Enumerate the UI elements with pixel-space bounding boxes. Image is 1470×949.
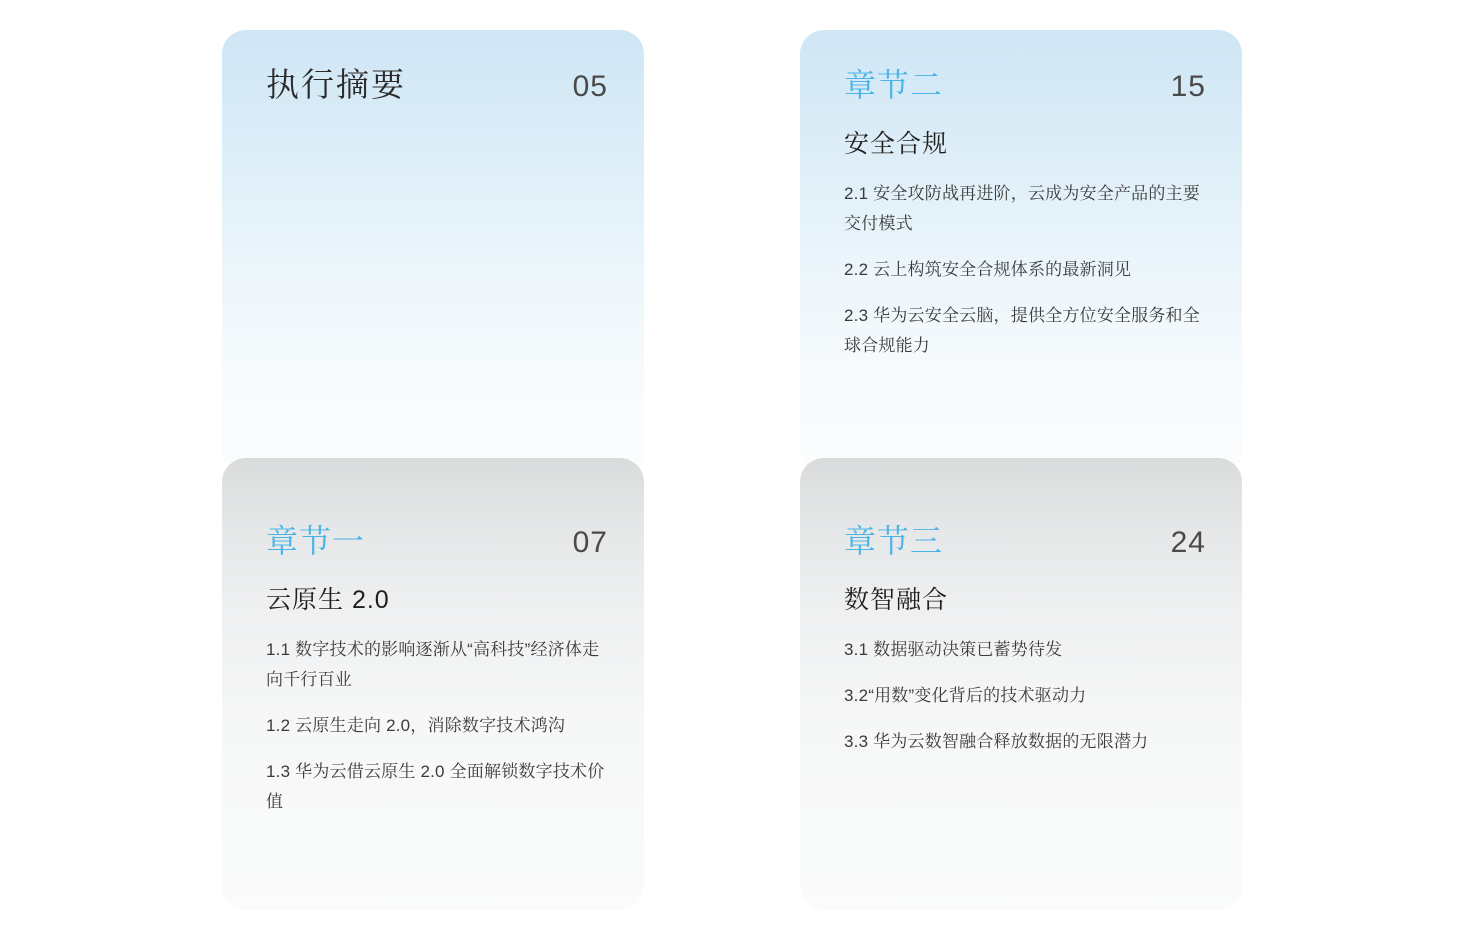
card-header — [266, 520, 608, 563]
card-title: 数智融合 — [844, 586, 949, 614]
toc-grid — [222, 30, 1242, 910]
toc-entry[interactable]: 2.1 安全攻防战再进阶，云成为安全产品的主要交付模式 — [844, 184, 1200, 233]
card-kicker: 章节三 — [844, 523, 944, 559]
toc-entry[interactable]: 1.1 数字技术的影响逐渐从“高科技”经济体走向千行百业 — [266, 640, 600, 689]
card-header — [266, 64, 608, 107]
toc-entry[interactable]: 3.2“用数”变化背后的技术驱动力 — [844, 686, 1087, 705]
toc-card-executive-summary[interactable] — [222, 30, 644, 475]
toc-card-chapter-two[interactable] — [800, 30, 1242, 475]
card-page-number: 24 — [1170, 526, 1206, 559]
card-page-number: 15 — [1170, 70, 1206, 103]
card-kicker: 章节一 — [266, 523, 366, 559]
card-entry-list — [844, 179, 1206, 361]
toc-card-chapter-three[interactable] — [800, 458, 1242, 910]
toc-entry[interactable]: 3.3 华为云数智融合释放数据的无限潜力 — [844, 732, 1149, 751]
card-kicker: 章节二 — [844, 67, 944, 103]
card-content — [266, 64, 608, 107]
card-header — [844, 64, 1206, 107]
card-page-number: 05 — [572, 70, 608, 103]
card-entry-list — [266, 635, 608, 817]
toc-entry[interactable]: 1.2 云原生走向 2.0，消除数字技术鸿沟 — [266, 716, 566, 735]
toc-entry[interactable]: 2.2 云上构筑安全合规体系的最新洞见 — [844, 260, 1132, 279]
card-content — [266, 520, 608, 817]
toc-card-chapter-one[interactable] — [222, 458, 644, 910]
card-content — [844, 520, 1206, 757]
card-title: 安全合规 — [844, 130, 949, 158]
card-page-number: 07 — [572, 526, 608, 559]
toc-entry[interactable]: 3.1 数据驱动决策已蓄势待发 — [844, 640, 1063, 659]
card-title: 云原生 2.0 — [266, 586, 390, 614]
toc-entry[interactable]: 2.3 华为云安全云脑，提供全方位安全服务和全球合规能力 — [844, 306, 1200, 355]
toc-entry[interactable]: 1.3 华为云借云原生 2.0 全面解锁数字技术价值 — [266, 762, 605, 811]
card-content — [844, 64, 1206, 361]
card-header — [844, 520, 1206, 563]
card-entry-list — [844, 635, 1206, 757]
card-kicker: 执行摘要 — [266, 66, 406, 103]
